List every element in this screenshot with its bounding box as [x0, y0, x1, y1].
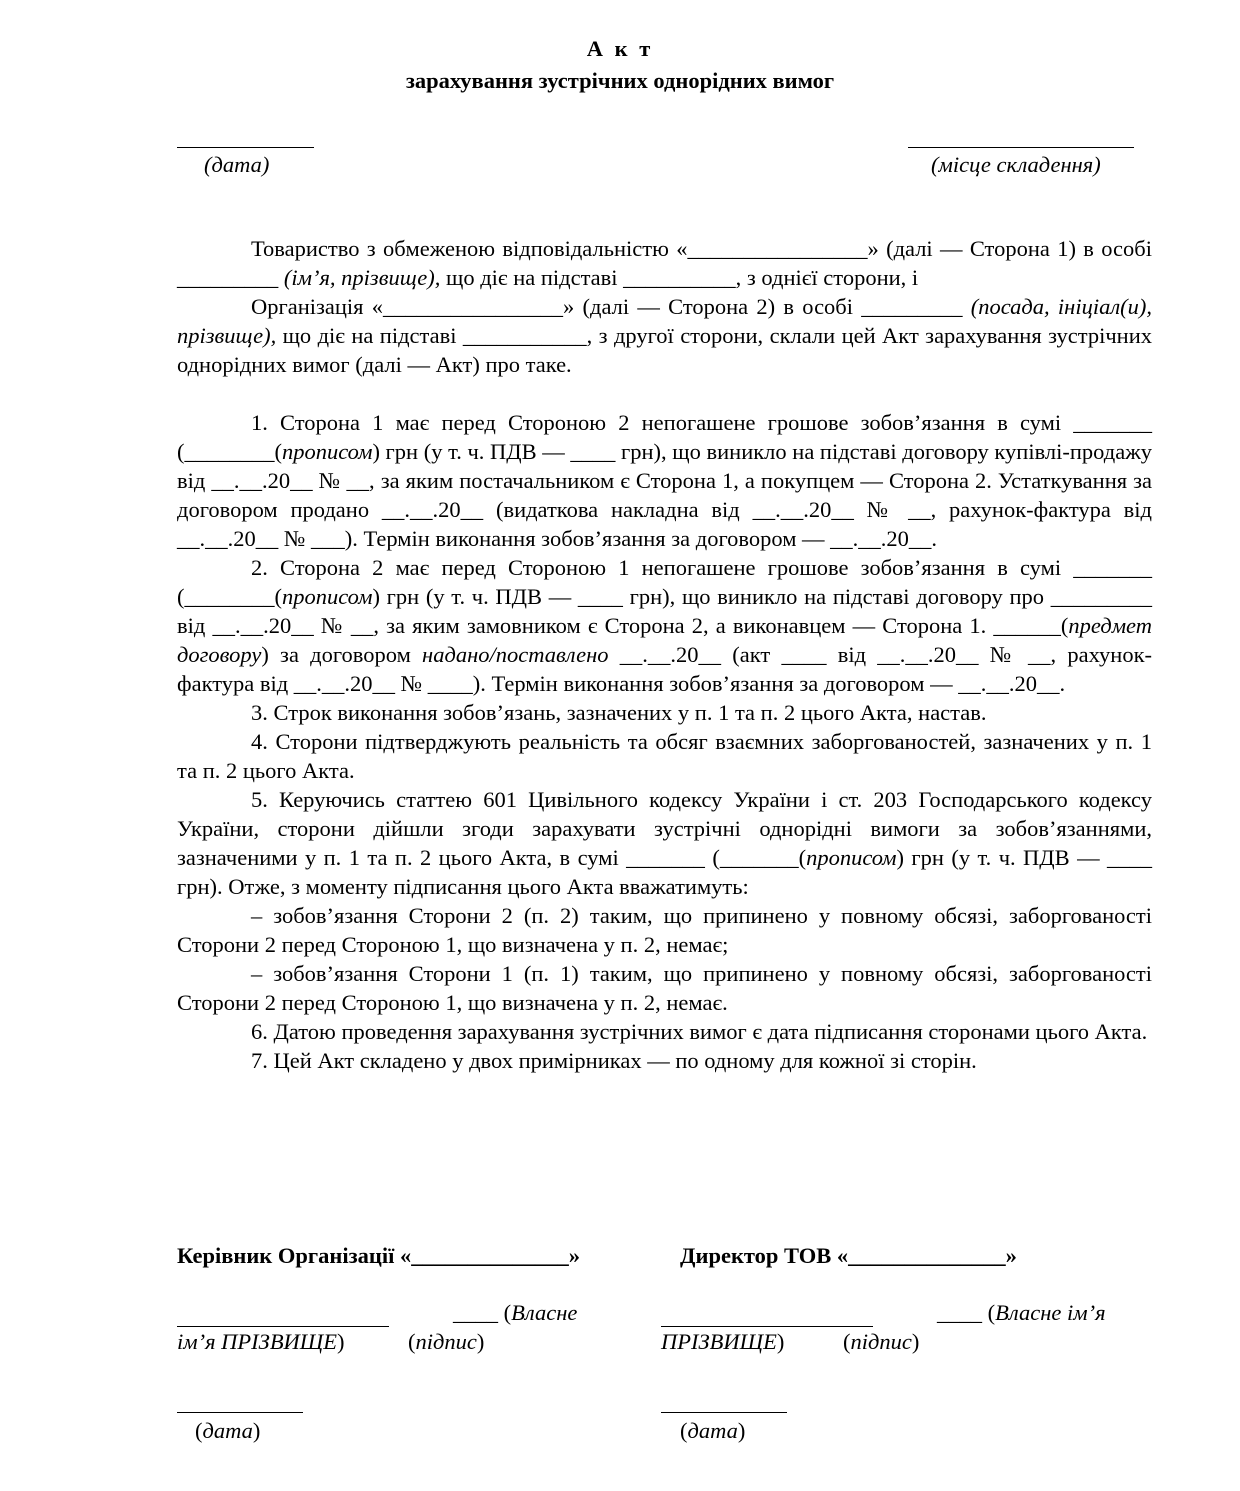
left-signatory-title: Керівник Організації «______________» — [177, 1243, 580, 1268]
clause-5: 5. Керуючись статтею 601 Цивільного кодексу України і ст. 203 Господарського кодексу України, сторони дійшли згоди зарахувати зустрічні однорідні вимоги за зобов’язаннями, зазначеними у п. 1 та п. 2 цього Акта, в сумі _______ (_______(прописом) грн (у т. ч. ПДВ — ____ грн). Отже, з моменту підписання цього Акта вважатимуть: — [177, 787, 1152, 899]
clause-5-dash-1: – зобов’язання Сторони 2 (п. 2) таким, що припинено у повному обсязі, заборгованості Сторони 2 перед Стороною 1, що визначена у п. 2, немає; — [177, 903, 1152, 957]
clause-6: 6. Датою проведення зарахування зустрічних вимог є дата підписання сторонами цього Акта. — [251, 1019, 1148, 1044]
place-line — [908, 147, 1134, 148]
date-line — [177, 147, 314, 148]
place-caption: (місце складення) — [931, 152, 1101, 177]
date-caption: (дата) — [204, 152, 270, 177]
intro-party-2: Організація «________________» (далі — Сторона 2) в особі _________ (посада, ініціал(и), прізвище), що діє на підставі ___________, з другої сторони, склали цей Акт зарахування зустрічних однорідних вимог (далі — Акт) про таке. — [177, 294, 1152, 377]
document-body — [177, 234, 1152, 1075]
right-name-line — [661, 1326, 873, 1327]
right-date-line — [661, 1412, 787, 1413]
left-date-line — [177, 1412, 303, 1413]
right-sign-caption: (підпис) — [843, 1329, 920, 1354]
clause-5-dash-2: – зобов’язання Сторони 1 (п. 1) таким, що припинено у повному обсязі, заборгованості Сторони 2 перед Стороною 1, що визначена у п. 2, немає. — [177, 961, 1152, 1015]
document-title: А к т — [586, 36, 654, 61]
clause-7: 7. Цей Акт складено у двох примірниках — по одному для кожної зі сторін. — [251, 1048, 977, 1073]
right-name-caption: ПРІЗВИЩЕ) — [661, 1329, 785, 1354]
left-name-caption: ім’я ПРІЗВИЩЕ) — [177, 1329, 345, 1354]
clause-1: 1. Сторона 1 має перед Стороною 2 непогашене грошове зобов’язання в сумі _______ (________(прописом) грн (у т. ч. ПДВ — ____ грн), що виникло на підставі договору купівлі-продажу від __.__.20__ № __, за яким постачальником є Сторона 1, а покупцем — Сторона 2. Устаткування за договором продано __.__.20__ (видаткова накладна від __.__.20__ № __, рахунок-фактура від __.__.20__ № ___). Термін виконання зобов’язання за договором — __.__.20__. — [177, 410, 1152, 551]
left-sign-caption: (підпис) — [408, 1329, 485, 1354]
left-sign-field: ____ (Власне — [453, 1300, 578, 1325]
clause-2: 2. Сторона 2 має перед Стороною 1 непогашене грошове зобов’язання в сумі _______ (________(прописом) грн (у т. ч. ПДВ — ____ грн), що виникло на підставі договору про _________ від __.__.20__ № __, за яким замовником є Сторона 2, а виконавцем — Сторона 1. ______(предмет договору) за договором надано/поставлено __.__.20__ (акт ____ від __.__.20__ № __, рахунок-фактура від __.__.20__ № ____). Термін виконання зобов’язання за договором — __.__.20__. — [177, 555, 1152, 696]
left-name-line — [177, 1326, 389, 1327]
left-date-caption: (дата) — [195, 1418, 261, 1443]
clause-3: 3. Строк виконання зобов’язань, зазначених у п. 1 та п. 2 цього Акта, настав. — [251, 700, 987, 725]
right-sign-field: ____ (Власне ім’я — [937, 1300, 1106, 1325]
clause-4: 4. Сторони підтверджують реальність та обсяг взаємних заборгованостей, зазначених у п. 1 та п. 2 цього Акта. — [177, 729, 1152, 783]
right-date-caption: (дата) — [680, 1418, 746, 1443]
right-signatory-title: Директор ТОВ «______________» — [680, 1243, 1017, 1268]
intro-party-1: Товариство з обмеженою відповідальністю «________________» (далі — Сторона 1) в особі _________ (ім’я, прізвище), що діє на підставі __________, з однієї сторони, і — [177, 236, 1152, 290]
document-subtitle: зарахування зустрічних однорідних вимог — [405, 68, 835, 93]
